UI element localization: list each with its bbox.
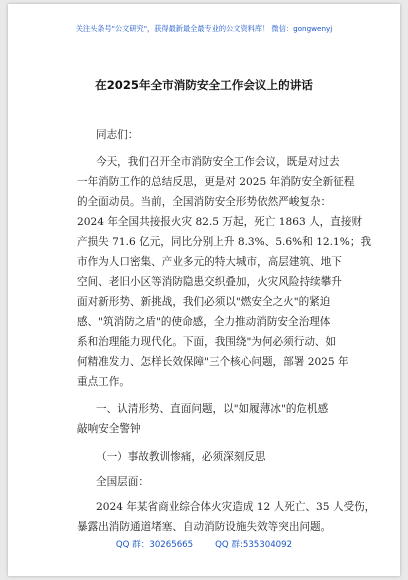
body-line: 空间、老旧小区等消防隐患交织叠加，火灾风险持续攀升 [77,276,342,288]
body-line: 今天，我们召开全市消防安全工作会议，既是对过去 [96,156,340,168]
body-line: 面对新形势、新挑战，我们必须以"燃安全之火"的紧迫 [77,296,331,308]
body-line: 一年消防工作的总结反思，更是对 2025 年消防安全新征程 [77,176,355,188]
subsection-label: 全国层面： [96,476,149,488]
body-line: 2024 年全国共接报火灾 82.5 万起，死亡 1863 人，直接财 [77,216,363,228]
body-line: 暴露出消防通道堵塞、自动消防设施失效等突出问题。 [77,521,332,533]
body-line: 市作为人口密集、产业多元的特大城市，高层建筑、地下 [77,256,342,268]
body-line: 产损失 71.6 亿元，同比分别上升 8.3%、5.6%和 12.1%；我 [77,236,372,248]
footer-qq-group-2: QQ 群:535304092 [215,540,293,550]
body-line: 2024 年某省商业综合体火灾造成 12 人死亡、35 人受伤， [96,501,376,513]
body-line: 重点工作。 [77,376,130,388]
document-page [8,4,400,576]
body-line: 系和治理能力现代化。下面，我围绕"为何必须行动、如 [77,336,337,348]
footer-qq-group-1: QQ 群：30265665 [115,540,194,550]
body-line: 的全面动员。当前，全国消防安全形势依然严峻复杂： [77,196,332,208]
salutation: 同志们： [96,129,139,141]
body-line: 感、"筑消防之盾"的使命感，全力推动消防安全治理体 [77,316,331,328]
document-title: 在2025年全市消防安全工作会议上的讲话 [95,78,313,92]
body-line: 何精准发力、怎样长效保障"三个核心问题，部署 2025 年 [77,356,349,368]
header-promo-note: 关注头条号"公文研究"，获得最新最全最专业的公文资料库！ 微信：gongwenyj [75,24,333,33]
footer-contact [8,538,400,550]
subsection-heading: （一）事故教训惨痛，必须深刻反思 [96,451,266,463]
section-heading: 一、认清形势、直面问题，以"如履薄冰"的危机感 [96,403,329,415]
section-heading-cont: 敲响安全警钟 [77,423,141,435]
